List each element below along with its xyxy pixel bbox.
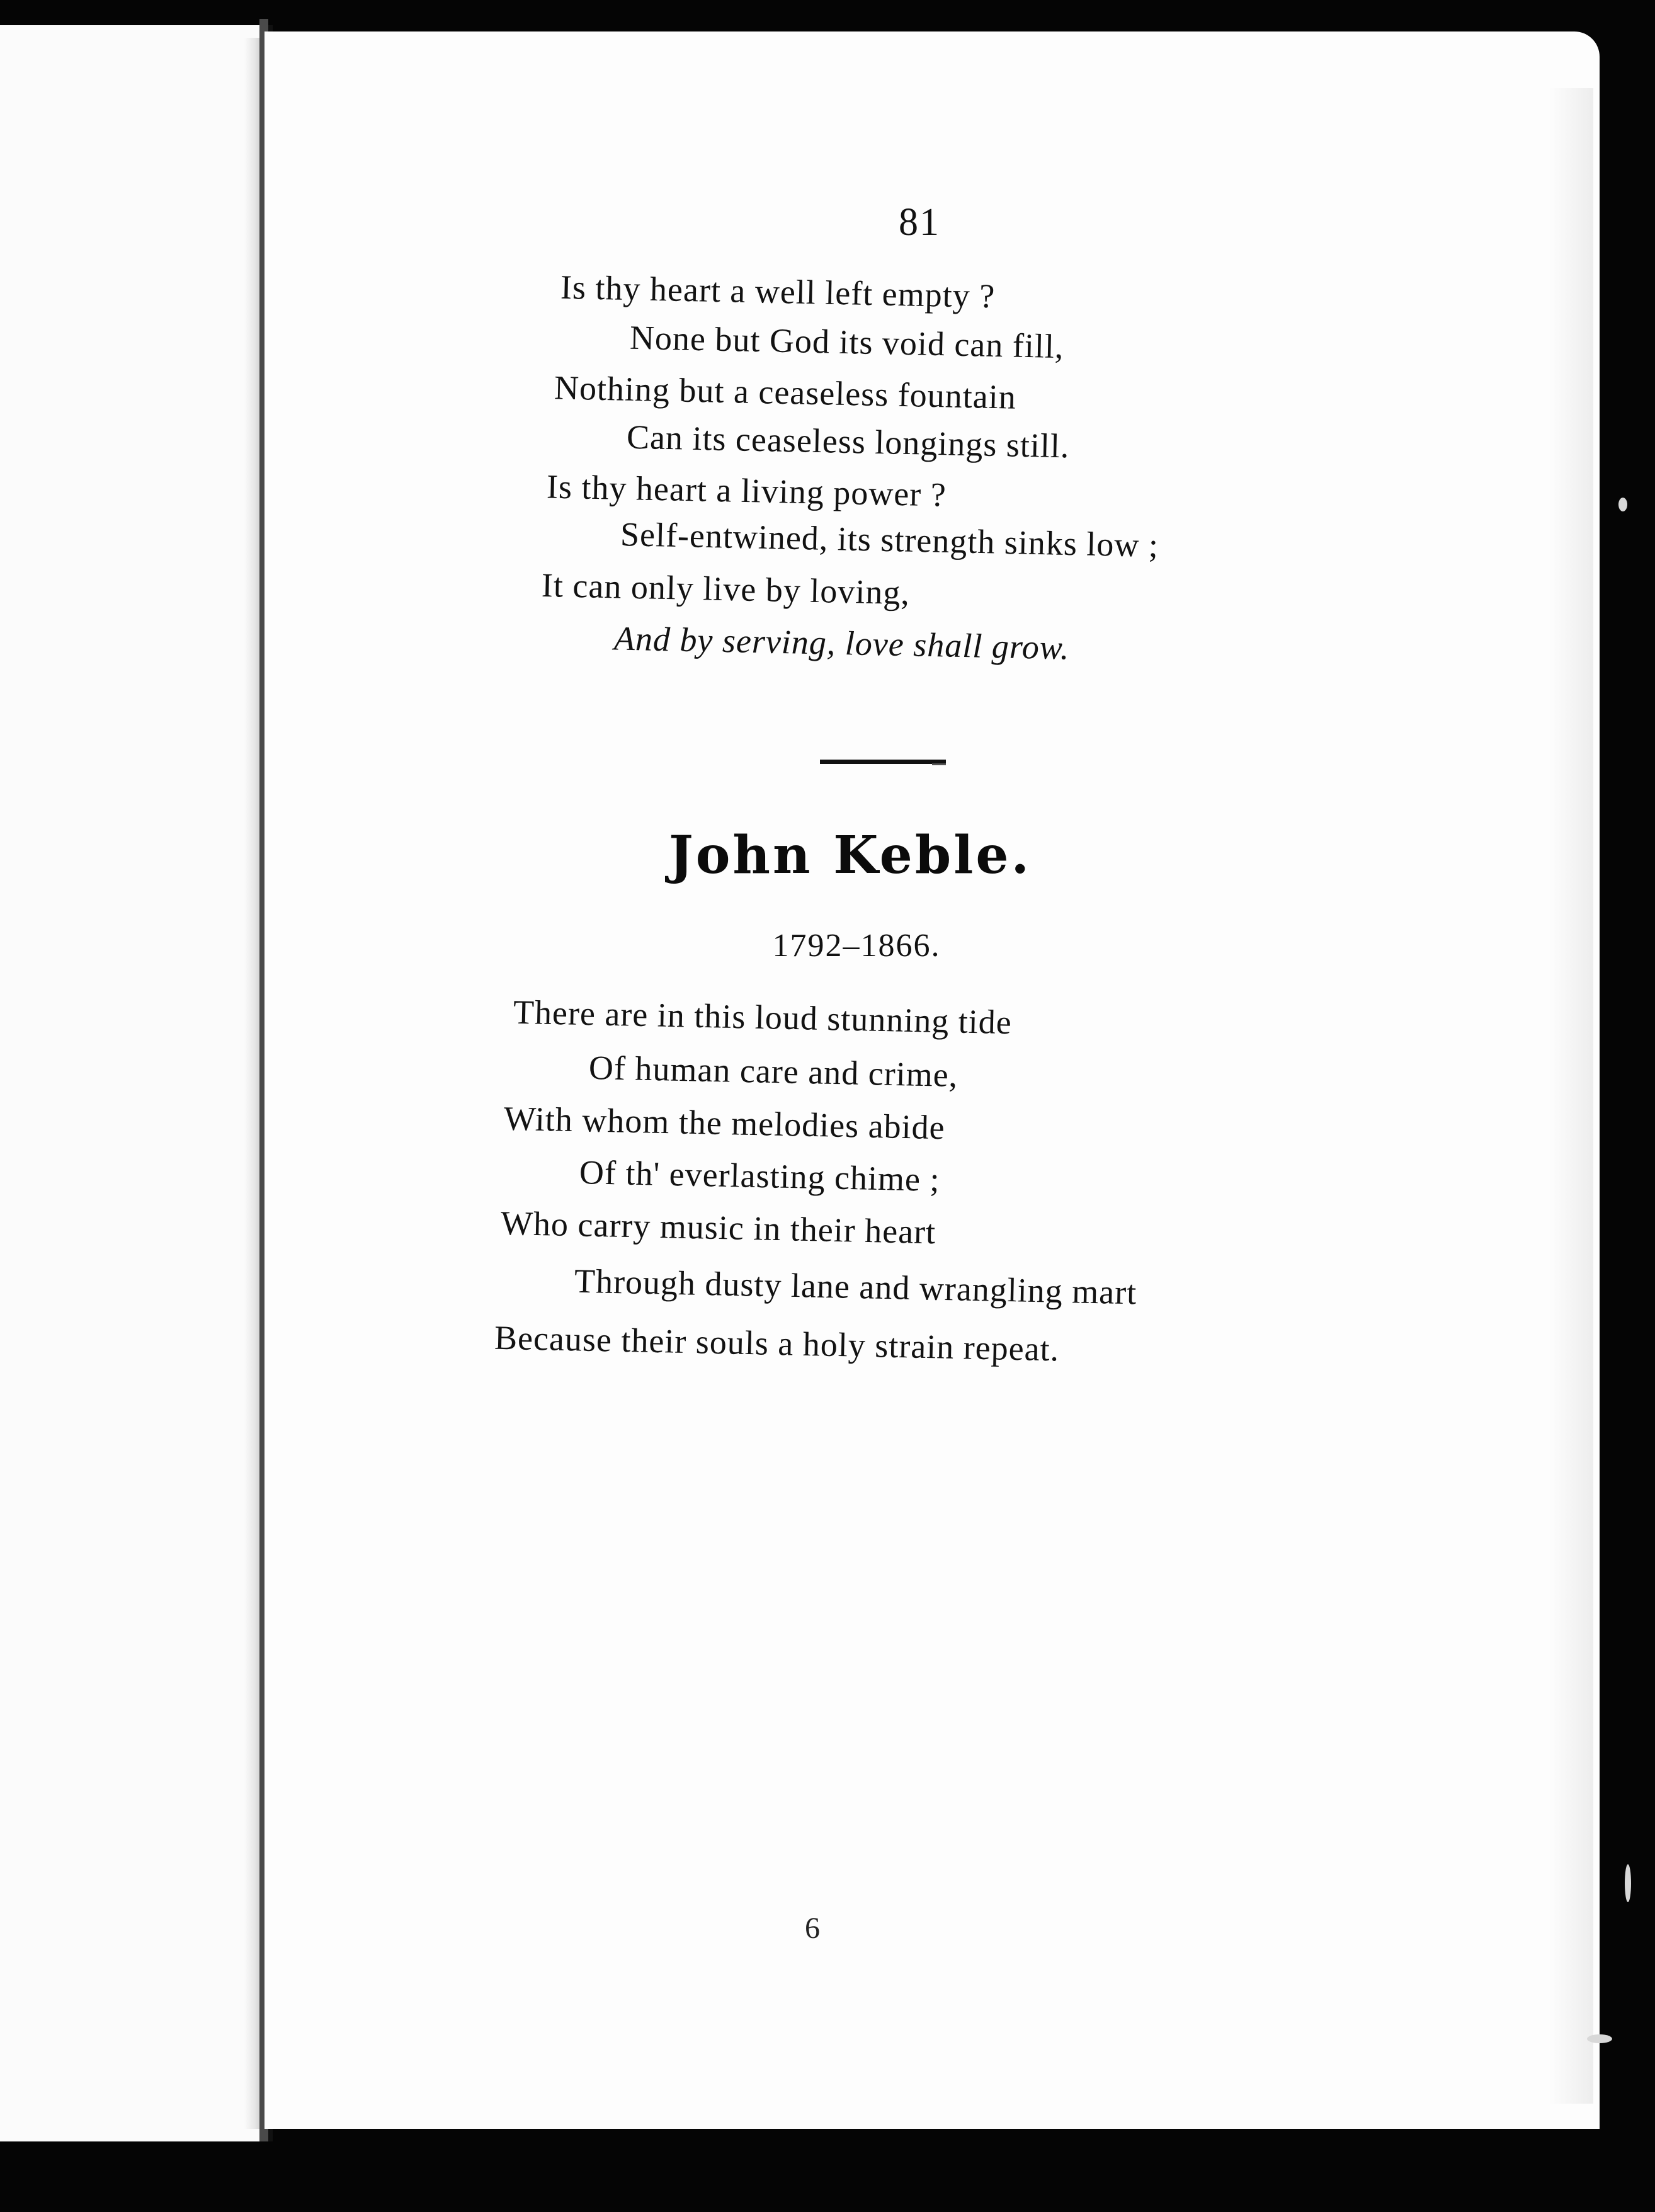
- section-divider-tail: [932, 763, 946, 765]
- poem-line: Of human care and crime,: [588, 1048, 958, 1095]
- poem-line: Through dusty lane and wrangling mart: [574, 1262, 1137, 1312]
- poem-line: Nothing but a ceaseless fountain: [554, 368, 1017, 416]
- poem-line: There are in this loud stunning tide: [513, 993, 1013, 1042]
- scan-speck: [1625, 1864, 1631, 1902]
- poem-line: Is thy heart a living power ?: [546, 467, 947, 514]
- signature-mark: 6: [805, 1912, 820, 1945]
- poem-line: None but God its void can fill,: [629, 318, 1064, 366]
- section-dates: 1792–1866.: [772, 928, 941, 964]
- poem-line: Is thy heart a well left empty ?: [560, 268, 996, 316]
- poem-line: With whom the melodies abide: [503, 1099, 946, 1147]
- poem-line: Who carry music in their heart: [500, 1204, 936, 1251]
- poem-line: Self-entwined, its strength sinks low ;: [620, 515, 1159, 564]
- poem-line: Of th' everlasting chime ;: [579, 1153, 941, 1199]
- scan-speck: [1587, 2034, 1612, 2043]
- facing-page: [0, 25, 273, 2154]
- page-number: 81: [899, 201, 940, 244]
- section-divider: [820, 760, 946, 764]
- poem-line: It can only live by loving,: [541, 566, 911, 612]
- poem-line-italic: And by serving, love shall grow.: [613, 619, 1070, 667]
- scan-border-bottom: [0, 2141, 1655, 2212]
- page-edge-shading: [1549, 88, 1593, 2104]
- section-heading: John Keble.: [668, 825, 1032, 886]
- poem-line: Can its ceaseless longings still.: [626, 418, 1071, 465]
- scan-speck: [1618, 498, 1627, 511]
- poem-line: Because their souls a holy strain repeat.: [494, 1318, 1060, 1369]
